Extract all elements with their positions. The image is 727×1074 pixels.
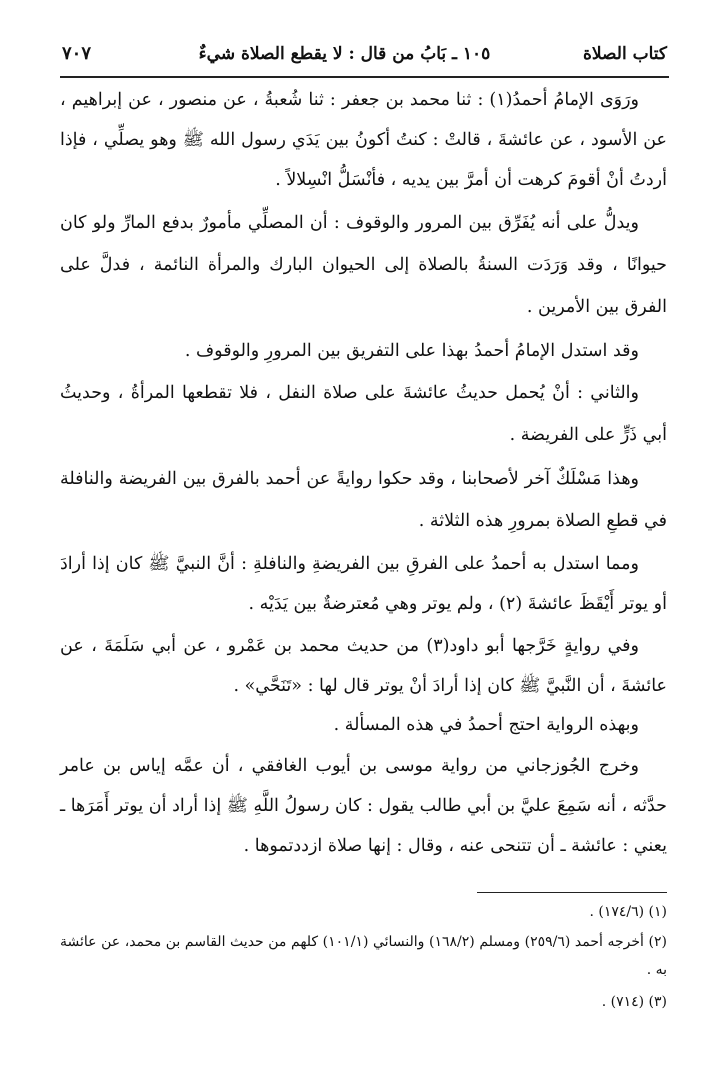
footnote: (٣) (٧١٤) . — [601, 994, 667, 1010]
paragraph: وهذا مَسْلَكٌ آخر لأصحابنا ، وقد حكوا روايةً عن أحمد بالفرق بين الفريضة والنافلة في قطعِ الصلاة بمرورِ هذه الثلاثة . — [60, 469, 667, 531]
paragraph: وبهذه الرواية احتج أحمدُ في هذه المسألة . — [333, 715, 639, 735]
footnote: (٢) أخرجه أحمد (٢٥٩/٦) ومسلم (١٦٨/٢) والنسائي (١٠١/١) كلهم من حديث القاسم بن محمد، عن عائشة به . — [60, 934, 667, 978]
paragraph: وقد استدل الإمامُ أحمدُ بهذا على التفريق بين المرورِ والوقوف . — [184, 341, 639, 361]
paragraph: ومما استدل به أحمدُ على الفرقِ بين الفريضةِ والنافلةِ : أنَّ النبيَّ ﷺ كان إذا أرادَ أو يوتر أَيْقَظَ عائشةَ (٢) ، ولم يوتر وهي مُعترضةٌ بين يَدَيْه . — [60, 554, 667, 614]
paragraph: ويدلُّ على أنه يُفَرِّق بين المرور والوقوف : أن المصلِّي مأمورٌ بدفع المارِّ ولو كان حيوانًا ، وقد وَرَدَت السنةُ بالصلاة إلى الحيوان البارك والمرأة النائمة ، فدلَّ على الفرق بين الأمرين . — [60, 213, 667, 317]
footnote-rule — [477, 892, 667, 893]
paragraph: ورَوَى الإمامُ أحمدُ(١) : ثنا محمد بن جعفر : ثنا شُعبةُ ، عن منصور ، عن إبراهيم ، عن الأسود ، عن عائشةَ ، قالتْ : كنتُ أكونُ بين يَدَي رسول الله ﷺ وهو يصلِّي ، فإذا أردتُ أنْ أقومَ كرهت أن أمرَّ بين يديه ، فأنْسَلُّ انْسِلالاً . — [60, 90, 667, 190]
section-title: ١٠٥ ـ بَابُ من قال : لا يقطع الصلاة شيءٌ — [198, 44, 491, 64]
footnote: (١) (١٧٤/٦) . — [589, 904, 667, 920]
paragraph: والثاني : أنْ يُحمل حديثُ عائشةَ على صلاة النفل ، فلا تقطعها المرأةُ ، وحديثُ أبي ذَرٍّ على الفريضة . — [60, 383, 667, 445]
footnotes — [60, 898, 667, 1016]
paragraph: وفي روايةٍ خَرَّجها أبو داود(٣) من حديث محمد بن عَمْرو ، عن أبي سَلَمَةَ ، عن عائشةَ ، أن النَّبيَّ ﷺ كان إذا أرادَ أنْ يوتر قال لها : «تَنَحَّي» . — [60, 636, 667, 696]
chapter-title: كتاب الصلاة — [582, 44, 667, 64]
page-header — [62, 34, 667, 74]
paragraph: وخرج الجُوزجاني من رواية موسى بن أيوب الغافقي ، أن عمَّه إياس بن عامر حدَّثه ، أنه سَمِعَ عليَّ بن أبي طالب يقول : كان رسولُ اللَّهِ ﷺ إذا أراد أن يوتر أَمَرَها ـ يعني : عائشة ـ أن تتنحى عنه ، وقال : إنها صلاة ازددتموها . — [60, 756, 667, 856]
page-number: ٧٠٧ — [62, 43, 92, 64]
header-rule — [60, 76, 669, 78]
page-body — [60, 80, 667, 866]
